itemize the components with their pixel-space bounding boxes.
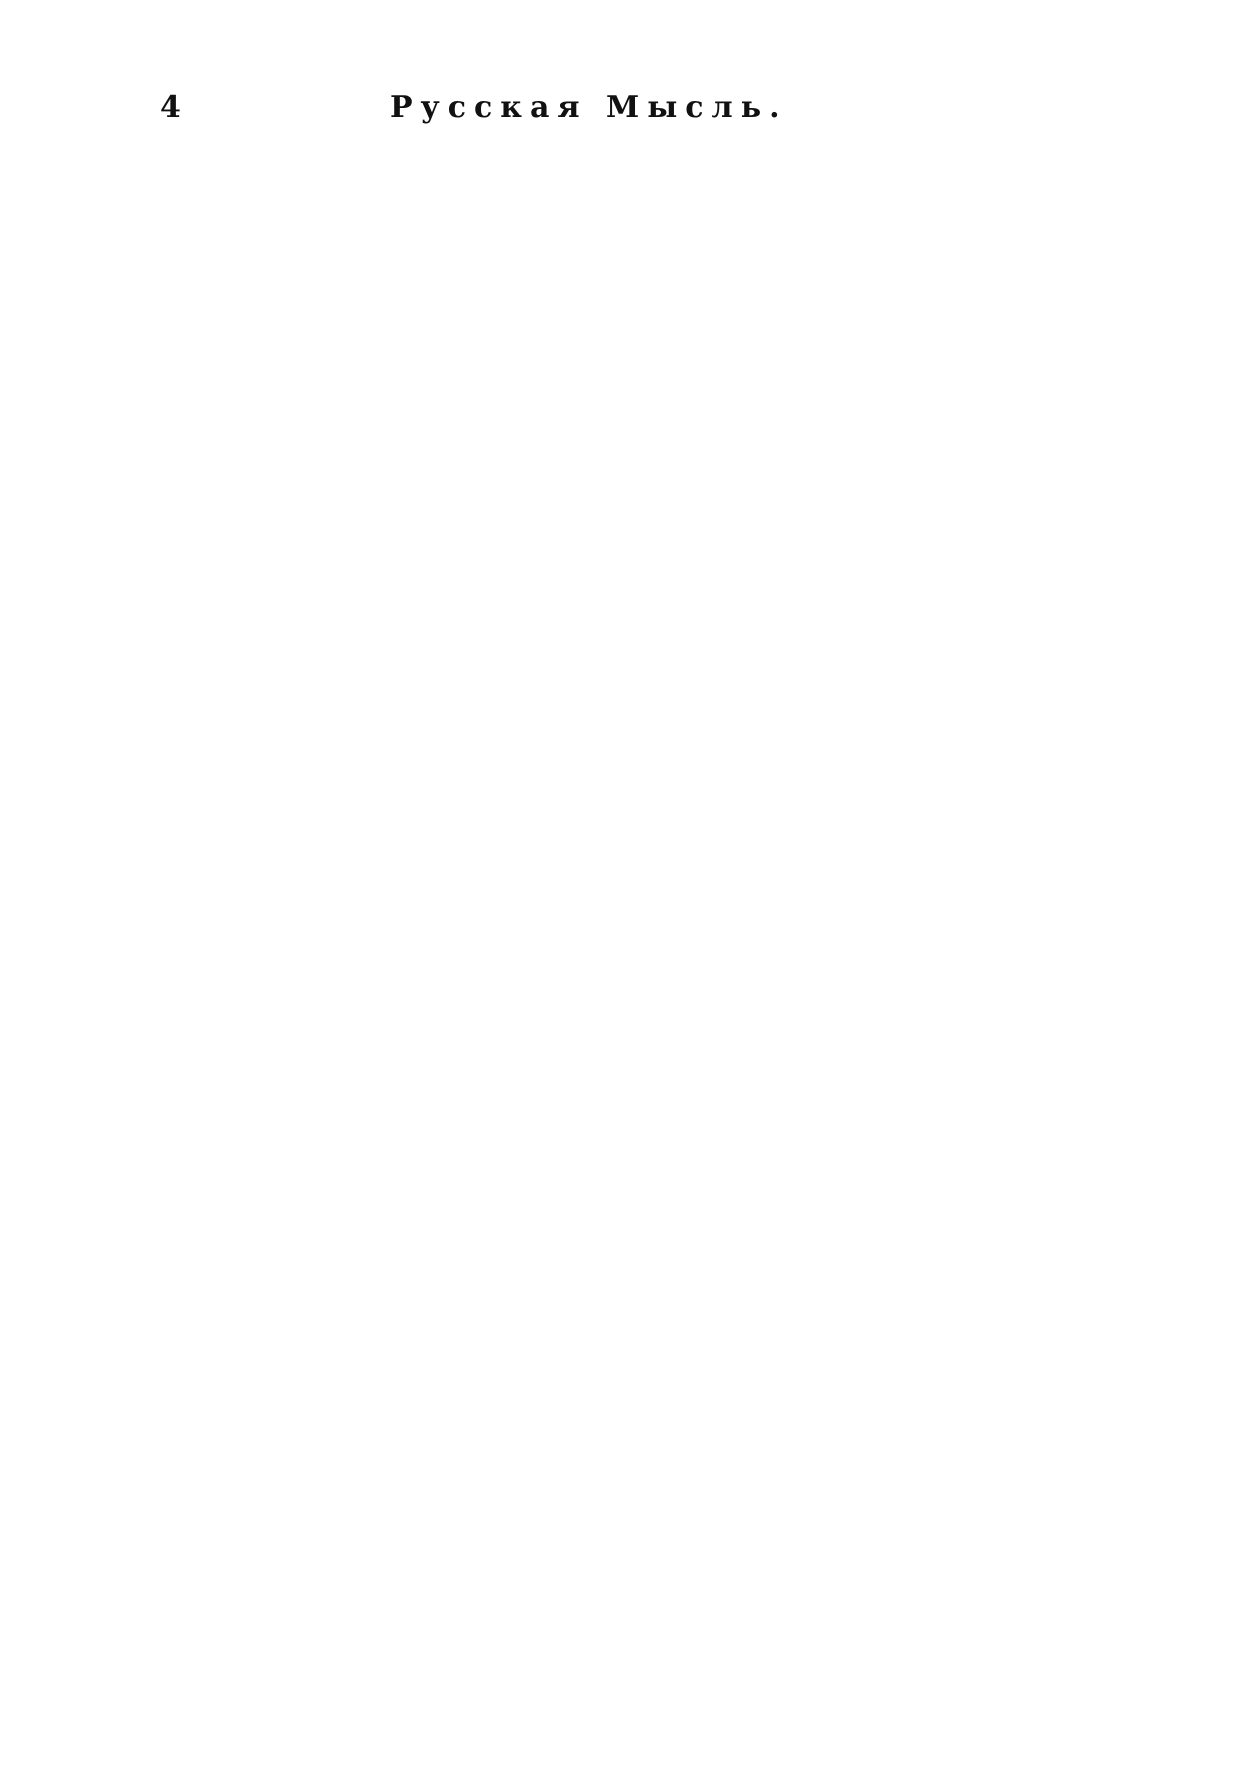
document-page: [160, 90, 1120, 164]
page-number: 4: [160, 90, 181, 125]
running-title: Русская Мысль.: [390, 90, 788, 125]
page-header: [160, 90, 1120, 146]
